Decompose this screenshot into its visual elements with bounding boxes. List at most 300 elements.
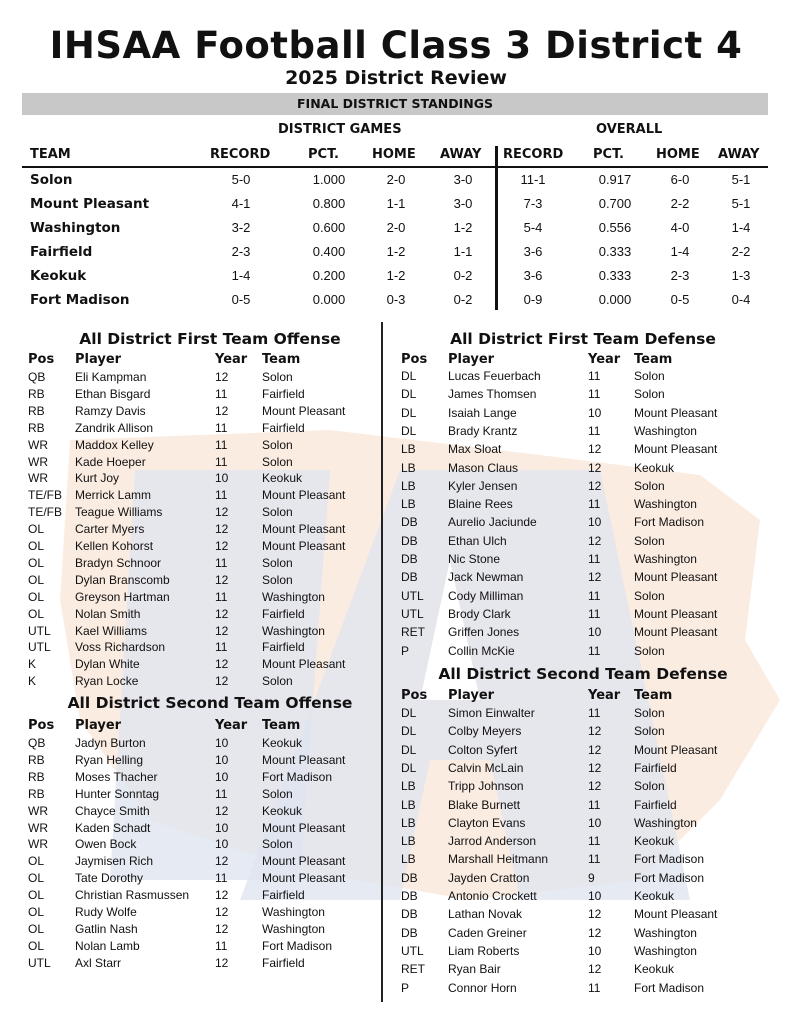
- player-year: 12: [215, 623, 229, 638]
- player-pos: OL: [28, 854, 45, 869]
- player-name: Dylan Branscomb: [75, 572, 170, 587]
- player-name: Nolan Lamb: [75, 938, 140, 953]
- header-district-home: HOME: [372, 147, 416, 162]
- player-year: 12: [215, 674, 229, 689]
- player-pos: DL: [401, 724, 417, 739]
- player-pos: DB: [401, 889, 418, 903]
- standings-row: [0, 220, 792, 244]
- header-overall-pct: PCT.: [593, 147, 624, 162]
- player-year: 11: [215, 420, 228, 435]
- player-name: Aurelio Jaciunde: [448, 515, 537, 530]
- cell-d-away: 0-2: [453, 268, 473, 283]
- player-year: 11: [215, 589, 228, 604]
- player-name: Carter Myers: [75, 522, 145, 537]
- player-team: Washington: [634, 552, 697, 566]
- player-pos: QB: [28, 370, 46, 384]
- cell-o-record: 5-4: [523, 220, 543, 235]
- player-name: Dylan White: [75, 657, 140, 672]
- player-pos: WR: [28, 471, 48, 486]
- cell-o-home: 4-0: [670, 220, 690, 235]
- header-team: TEAM: [30, 147, 71, 162]
- player-team: Washington: [262, 623, 325, 638]
- player-pos: LB: [401, 797, 416, 812]
- cell-d-home: 1-2: [386, 268, 406, 283]
- second-defense-row: [0, 743, 792, 760]
- player-team: Keokuk: [634, 834, 675, 849]
- player-year: 11: [588, 387, 601, 402]
- first-defense-header-pos: Pos: [401, 352, 428, 367]
- player-year: 11: [215, 640, 228, 655]
- player-pos: DB: [401, 570, 418, 585]
- player-name: Jack Newman: [448, 570, 524, 585]
- player-pos: UTL: [28, 955, 51, 970]
- first-defense-header-year: Year: [588, 352, 621, 367]
- player-team: Solon: [634, 588, 665, 603]
- player-year: 11: [588, 980, 601, 995]
- player-name: Clayton Evans: [448, 815, 526, 830]
- player-team: Keokuk: [634, 889, 675, 903]
- player-team: Mount Pleasant: [262, 488, 346, 503]
- player-name: Brody Clark: [448, 606, 511, 621]
- player-team: Mount Pleasant: [262, 657, 346, 672]
- standings-row: [0, 244, 792, 268]
- player-pos: OL: [28, 539, 45, 553]
- second-offense-header-year: Year: [215, 718, 248, 733]
- player-year: 11: [588, 852, 601, 867]
- player-year: 10: [588, 405, 602, 420]
- player-year: 11: [588, 497, 601, 512]
- player-team: Solon: [634, 643, 665, 658]
- cell-o-away: 5-1: [731, 172, 751, 187]
- player-name: Owen Bock: [75, 837, 137, 852]
- cell-o-home: 1-4: [670, 244, 690, 259]
- first-defense-row: [0, 644, 792, 661]
- player-team: Mount Pleasant: [262, 522, 346, 537]
- player-year: 11: [588, 797, 601, 812]
- player-team: Fairfield: [262, 640, 305, 655]
- player-pos: RB: [28, 786, 45, 801]
- cell-d-home: 0-3: [386, 292, 406, 307]
- second-defense-row: [0, 889, 792, 906]
- team-name: Mount Pleasant: [30, 196, 150, 212]
- cell-d-record: 5-0: [231, 172, 251, 187]
- player-team: Fort Madison: [634, 980, 705, 995]
- player-pos: RET: [401, 962, 425, 977]
- header-district-pct: PCT.: [308, 147, 339, 162]
- player-year: 10: [215, 752, 229, 767]
- player-pos: LB: [401, 779, 416, 794]
- first-defense-row: [0, 570, 792, 587]
- player-pos: OL: [28, 905, 45, 919]
- player-pos: DL: [401, 423, 417, 438]
- team-name: Fort Madison: [30, 292, 130, 308]
- first-offense-title: All District First Team Offense: [79, 330, 341, 348]
- player-name: Blaine Rees: [448, 497, 513, 512]
- player-name: Colton Syfert: [448, 742, 518, 757]
- player-year: 11: [215, 938, 228, 953]
- player-name: Merrick Lamm: [75, 488, 152, 503]
- player-year: 12: [588, 533, 602, 548]
- player-year: 12: [215, 505, 229, 520]
- player-team: Mount Pleasant: [262, 871, 346, 886]
- player-name: Connor Horn: [448, 980, 517, 995]
- player-name: Ramzy Davis: [75, 403, 146, 418]
- player-name: Teague Williams: [75, 505, 163, 520]
- player-pos: DL: [401, 405, 417, 420]
- player-pos: UTL: [28, 623, 51, 638]
- player-team: Solon: [262, 454, 293, 469]
- player-team: Keokuk: [262, 736, 303, 750]
- player-year: 12: [588, 478, 602, 493]
- cell-o-away: 5-1: [731, 196, 751, 211]
- player-team: Solon: [634, 533, 665, 548]
- player-team: Solon: [262, 437, 293, 452]
- cell-d-pct: 0.000: [312, 292, 346, 307]
- player-team: Solon: [634, 387, 665, 402]
- player-name: Lucas Feuerbach: [448, 369, 541, 383]
- player-pos: RB: [28, 386, 45, 401]
- second-defense-row: [0, 962, 792, 979]
- second-defense-row: [0, 834, 792, 851]
- player-year: 10: [215, 837, 229, 852]
- player-pos: UTL: [401, 588, 424, 603]
- first-defense-header-player: Player: [448, 352, 495, 367]
- first-defense-row: [0, 589, 792, 606]
- player-name: Lathan Novak: [448, 907, 523, 922]
- player-team: Mount Pleasant: [634, 405, 718, 420]
- cell-o-away: 1-4: [731, 220, 751, 235]
- player-pos: UTL: [401, 606, 424, 621]
- player-pos: RB: [28, 752, 45, 767]
- first-defense-row: [0, 424, 792, 441]
- cell-o-record: 3-6: [523, 268, 543, 283]
- first-defense-row: [0, 461, 792, 478]
- cell-o-away: 1-3: [731, 268, 751, 283]
- player-pos: UTL: [28, 640, 51, 655]
- second-defense-header-team: Team: [634, 688, 673, 703]
- player-pos: DB: [401, 870, 418, 885]
- player-year: 12: [588, 570, 602, 585]
- player-team: Keokuk: [262, 803, 303, 818]
- header-district-away: AWAY: [440, 147, 482, 162]
- cell-d-home: 2-0: [386, 172, 406, 187]
- cell-d-pct: 0.800: [312, 196, 346, 211]
- player-year: 11: [588, 552, 601, 566]
- player-name: Marshall Heitmann: [448, 852, 549, 867]
- player-team: Fairfield: [262, 420, 305, 435]
- player-year: 12: [215, 522, 229, 537]
- player-team: Fairfield: [262, 606, 305, 621]
- player-name: Eli Kampman: [75, 370, 147, 384]
- player-year: 12: [588, 742, 602, 757]
- player-name: Axl Starr: [75, 955, 122, 970]
- cell-o-record: 7-3: [523, 196, 543, 211]
- cell-o-record: 11-1: [520, 172, 546, 187]
- player-pos: OL: [28, 921, 45, 936]
- player-team: Solon: [634, 478, 665, 493]
- player-year: 12: [588, 760, 602, 775]
- player-team: Washington: [262, 921, 325, 936]
- player-year: 10: [215, 736, 229, 750]
- player-year: 11: [588, 423, 601, 438]
- player-pos: DL: [401, 706, 417, 720]
- player-name: Simon Einwalter: [448, 706, 535, 720]
- team-name: Washington: [30, 220, 121, 236]
- player-name: Caden Greiner: [448, 925, 527, 940]
- player-pos: K: [28, 657, 37, 672]
- player-team: Fort Madison: [262, 938, 333, 953]
- second-defense-header-pos: Pos: [401, 688, 428, 703]
- first-offense-header-team: Team: [262, 352, 301, 367]
- player-name: Rudy Wolfe: [75, 905, 137, 919]
- player-pos: RET: [401, 625, 425, 640]
- player-team: Mount Pleasant: [634, 742, 718, 757]
- player-name: Kellen Kohorst: [75, 539, 154, 553]
- player-name: Liam Roberts: [448, 943, 520, 958]
- player-name: Bradyn Schnoor: [75, 555, 162, 570]
- player-year: 10: [588, 943, 602, 958]
- standings-row: [0, 268, 792, 292]
- player-pos: LB: [401, 497, 416, 512]
- cell-o-home: 2-3: [670, 268, 690, 283]
- player-team: Mount Pleasant: [262, 820, 346, 835]
- cell-d-record: 0-5: [231, 292, 251, 307]
- player-name: Cody Milliman: [448, 588, 524, 603]
- player-year: 12: [588, 442, 602, 457]
- player-name: Isaiah Lange: [448, 405, 517, 420]
- player-pos: RB: [28, 769, 45, 784]
- player-team: Mount Pleasant: [262, 539, 346, 553]
- cell-o-pct: 0.333: [598, 244, 632, 259]
- player-name: Christian Rasmussen: [75, 888, 190, 903]
- second-defense-header-player: Player: [448, 688, 495, 703]
- team-name: Solon: [30, 172, 73, 188]
- player-year: 12: [215, 657, 229, 672]
- player-year: 10: [215, 820, 229, 835]
- player-pos: DL: [401, 742, 417, 757]
- second-offense-title: All District Second Team Offense: [67, 694, 353, 712]
- second-defense-row: [0, 761, 792, 778]
- player-name: Colby Meyers: [448, 724, 522, 739]
- player-year: 12: [215, 888, 229, 903]
- cell-d-record: 4-1: [231, 196, 251, 211]
- player-pos: LB: [401, 852, 416, 867]
- player-pos: RB: [28, 420, 45, 435]
- cell-o-record: 0-9: [523, 292, 543, 307]
- first-defense-row: [0, 625, 792, 642]
- player-team: Fairfield: [262, 955, 305, 970]
- cell-d-away: 3-0: [453, 196, 473, 211]
- player-name: Jarrod Anderson: [448, 834, 537, 849]
- standings-row: [0, 196, 792, 220]
- player-name: Chayce Smith: [75, 803, 150, 818]
- first-offense-header-pos: Pos: [28, 352, 55, 367]
- player-team: Solon: [262, 837, 293, 852]
- player-pos: WR: [28, 803, 48, 818]
- second-defense-row: [0, 871, 792, 888]
- cell-d-record: 3-2: [231, 220, 251, 235]
- player-team: Washington: [634, 423, 697, 438]
- player-team: Washington: [634, 925, 697, 940]
- player-team: Fairfield: [634, 760, 677, 775]
- cell-o-home: 0-5: [670, 292, 690, 307]
- player-year: 10: [588, 815, 602, 830]
- player-name: Calvin McLain: [448, 760, 524, 775]
- first-defense-row: [0, 369, 792, 386]
- player-year: 11: [588, 369, 601, 383]
- player-team: Washington: [634, 943, 697, 958]
- player-team: Mount Pleasant: [634, 606, 718, 621]
- cell-d-home: 1-2: [386, 244, 406, 259]
- second-defense-row: [0, 926, 792, 943]
- player-pos: DB: [401, 925, 418, 940]
- cell-o-away: 2-2: [731, 244, 751, 259]
- first-defense-row: [0, 442, 792, 459]
- player-team: Washington: [262, 589, 325, 604]
- player-year: 10: [588, 889, 602, 903]
- player-name: Griffen Jones: [448, 625, 520, 640]
- player-name: Greyson Hartman: [75, 589, 170, 604]
- player-pos: LB: [401, 460, 416, 475]
- first-defense-row: [0, 515, 792, 532]
- player-name: Blake Burnett: [448, 797, 521, 812]
- player-team: Mount Pleasant: [634, 625, 718, 640]
- player-year: 12: [215, 803, 229, 818]
- player-year: 11: [215, 786, 228, 801]
- player-name: Tate Dorothy: [75, 871, 144, 886]
- player-name: Nic Stone: [448, 552, 501, 566]
- player-pos: DB: [401, 907, 418, 922]
- player-pos: DL: [401, 387, 417, 402]
- first-offense-header-player: Player: [75, 352, 122, 367]
- first-defense-row: [0, 607, 792, 624]
- player-team: Solon: [262, 674, 293, 689]
- player-year: 12: [215, 403, 229, 418]
- team-name: Keokuk: [30, 268, 87, 284]
- player-year: 10: [215, 471, 229, 486]
- player-year: 11: [588, 706, 601, 720]
- player-year: 12: [588, 925, 602, 940]
- first-defense-row: [0, 479, 792, 496]
- player-year: 12: [588, 962, 602, 977]
- cell-o-record: 3-6: [523, 244, 543, 259]
- player-name: Gatlin Nash: [75, 921, 138, 936]
- player-pos: WR: [28, 837, 48, 852]
- player-pos: OL: [28, 871, 45, 886]
- player-name: Collin McKie: [448, 643, 515, 658]
- player-team: Washington: [634, 497, 697, 512]
- player-pos: P: [401, 980, 410, 995]
- cell-d-pct: 1.000: [312, 172, 346, 187]
- player-name: Kade Hoeper: [75, 454, 146, 469]
- player-name: Kaden Schadt: [75, 820, 151, 835]
- player-name: Kurt Joy: [75, 471, 120, 486]
- player-team: Fort Madison: [634, 515, 705, 530]
- player-team: Mount Pleasant: [262, 854, 346, 869]
- second-defense-row: [0, 816, 792, 833]
- player-team: Solon: [634, 706, 665, 720]
- player-year: 11: [215, 386, 228, 401]
- player-pos: WR: [28, 454, 48, 469]
- player-team: Solon: [262, 370, 293, 384]
- cell-o-away: 0-4: [731, 292, 751, 307]
- player-pos: DB: [401, 533, 418, 548]
- player-name: Jadyn Burton: [75, 736, 146, 750]
- player-year: 10: [215, 769, 229, 784]
- player-name: Maddox Kelley: [75, 437, 154, 452]
- player-pos: LB: [401, 478, 416, 493]
- player-team: Solon: [262, 572, 293, 587]
- player-name: Ryan Bair: [448, 962, 501, 977]
- player-year: 12: [588, 460, 602, 475]
- header-divider: [22, 166, 768, 168]
- player-year: 12: [215, 539, 229, 553]
- first-defense-row: [0, 534, 792, 551]
- player-team: Keokuk: [634, 460, 675, 475]
- player-year: 11: [215, 871, 228, 886]
- player-pos: LB: [401, 834, 416, 849]
- player-name: Jayden Cratton: [448, 870, 530, 885]
- player-name: Max Sloat: [448, 442, 502, 457]
- page-subtitle: 2025 District Review: [285, 67, 507, 89]
- player-pos: DL: [401, 369, 417, 383]
- player-pos: LB: [401, 815, 416, 830]
- player-team: Solon: [634, 779, 665, 794]
- player-year: 11: [588, 588, 601, 603]
- first-defense-row: [0, 387, 792, 404]
- header-overall-record: RECORD: [503, 147, 564, 162]
- player-name: Nolan Smith: [75, 606, 141, 621]
- cell-o-home: 2-2: [670, 196, 690, 211]
- cell-d-pct: 0.200: [312, 268, 346, 283]
- cell-d-away: 1-2: [453, 220, 473, 235]
- team-name: Fairfield: [30, 244, 93, 260]
- second-defense-row: [0, 852, 792, 869]
- player-year: 12: [588, 779, 602, 794]
- player-name: Ryan Locke: [75, 674, 139, 689]
- player-team: Fairfield: [262, 386, 305, 401]
- player-year: 12: [215, 606, 229, 621]
- second-defense-title: All District Second Team Defense: [438, 665, 728, 683]
- second-defense-row: [0, 981, 792, 998]
- player-pos: OL: [28, 606, 45, 621]
- header-overall-away: AWAY: [718, 147, 760, 162]
- first-defense-row: [0, 497, 792, 514]
- player-pos: DL: [401, 760, 417, 775]
- player-pos: TE/FB: [28, 488, 63, 503]
- player-team: Solon: [262, 505, 293, 520]
- player-pos: DB: [401, 515, 418, 530]
- player-team: Mount Pleasant: [634, 907, 718, 922]
- player-name: James Thomsen: [448, 387, 537, 402]
- second-defense-row: [0, 798, 792, 815]
- cell-o-pct: 0.556: [598, 220, 632, 235]
- cell-d-away: 1-1: [453, 244, 473, 259]
- player-year: 11: [215, 555, 228, 570]
- player-team: Fort Madison: [634, 852, 705, 867]
- player-year: 12: [588, 724, 602, 739]
- second-defense-row: [0, 907, 792, 924]
- first-defense-title: All District First Team Defense: [450, 330, 716, 348]
- player-pos: UTL: [401, 943, 424, 958]
- player-name: Ryan Helling: [75, 752, 144, 767]
- player-team: Washington: [262, 905, 325, 919]
- player-name: Moses Thacher: [75, 769, 158, 784]
- player-pos: P: [401, 643, 410, 658]
- cell-d-away: 0-2: [453, 292, 473, 307]
- player-year: 12: [215, 370, 229, 384]
- page-title: IHSAA Football Class 3 District 4: [49, 24, 743, 67]
